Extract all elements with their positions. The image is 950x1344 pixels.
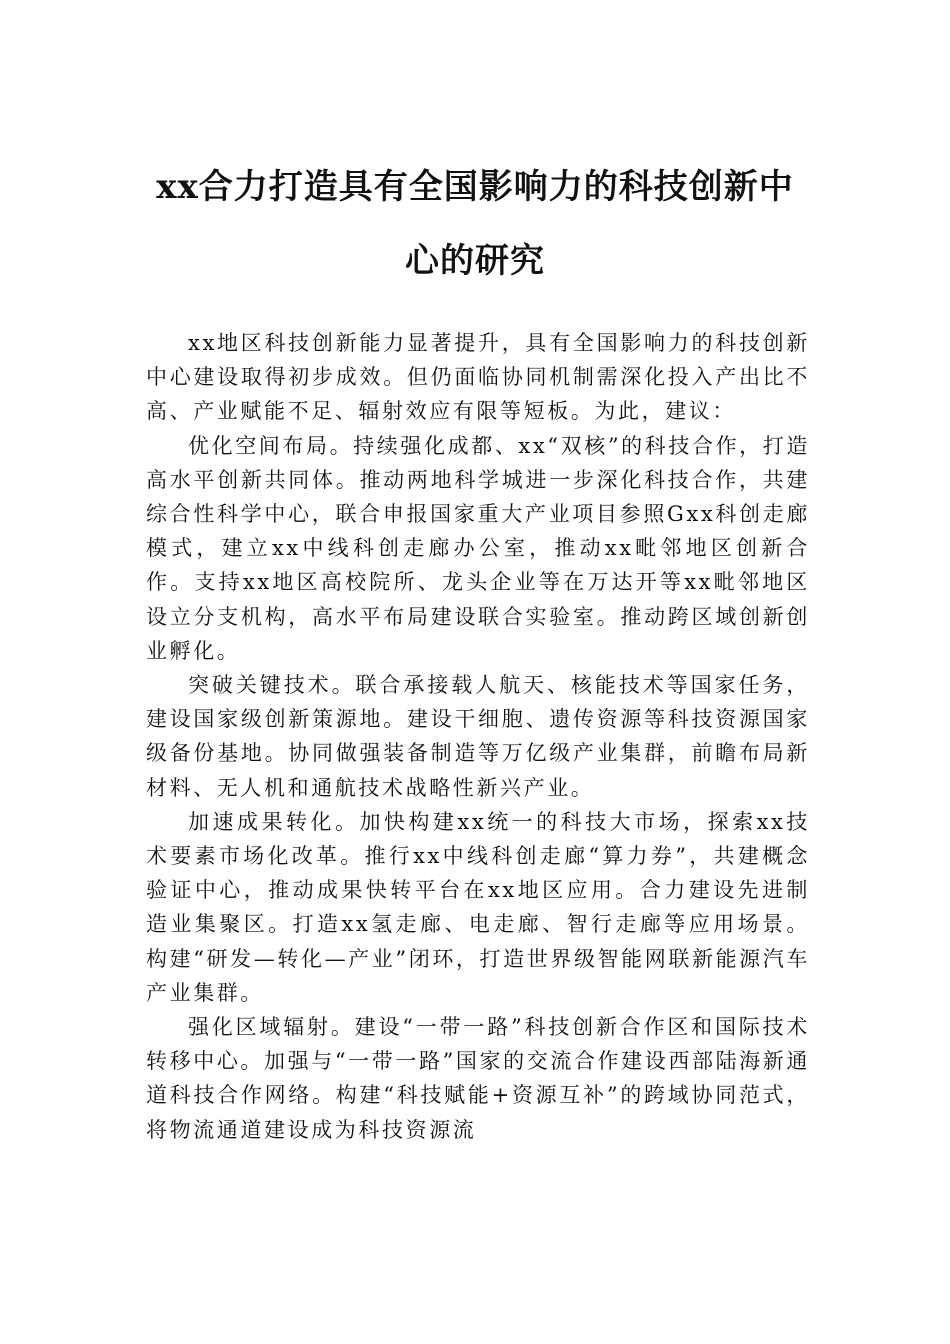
paragraph-intro: xx地区科技创新能力显著提升，具有全国影响力的科技创新中心建设取得初步成效。但仍面临协同机制需深化投入产出比不高、产业赋能不足、辐射效应有限等短板。为此，建议： — [146, 331, 810, 424]
document-body — [146, 326, 810, 1147]
paragraph-spatial-layout: 优化空间布局。持续强化成都、xx“双核”的科技合作，打造高水平创新共同体。推动两地科学城进一步深化科技合作，共建综合性科学中心，联合申报国家重大产业项目参照Gxx科创走廊模式，建立xx中线科创走廊办公室，推动xx毗邻地区创新合作。支持xx地区高校院所、龙头企业等在万达开等xx毗邻地区设立分支机构，高水平布局建设联合实验室。推动跨区域创新创业孵化。 — [146, 433, 810, 663]
document-title: xx合力打造具有全国影响力的科技创新中心的研究 — [156, 167, 794, 281]
paragraph-achievement-transfer: 加速成果转化。加快构建xx统一的科技大市场，探索xx技术要素市场化改革。推行xx中线科创走廊“算力券”，共建概念验证中心，推动成果快转平台在xx地区应用。合力建设先进制造业集聚区。打造xx氢走廊、电走廊、智行走廊等应用场景。构建“研发—转化—产业”闭环，打造世界级智能网联新能源汽车产业集群。 — [146, 809, 810, 1005]
paragraph-regional-radiation: 强化区域辐射。建设“一带一路”科技创新合作区和国际技术转移中心。加强与“一带一路”国家的交流合作建设西部陆海新通道科技合作网络。构建“科技赋能+资源互补”的跨域协同范式，将物流通道建设成为科技资源流 — [146, 1015, 810, 1142]
paragraph-key-technology: 突破关键技术。联合承接载人航天、核能技术等国家任务，建设国家级创新策源地。建设干细胞、遗传资源等科技资源国家级备份基地。协同做强装备制造等万亿级产业集群，前瞻布局新材料、无人机和通航技术战略性新兴产业。 — [146, 673, 810, 800]
